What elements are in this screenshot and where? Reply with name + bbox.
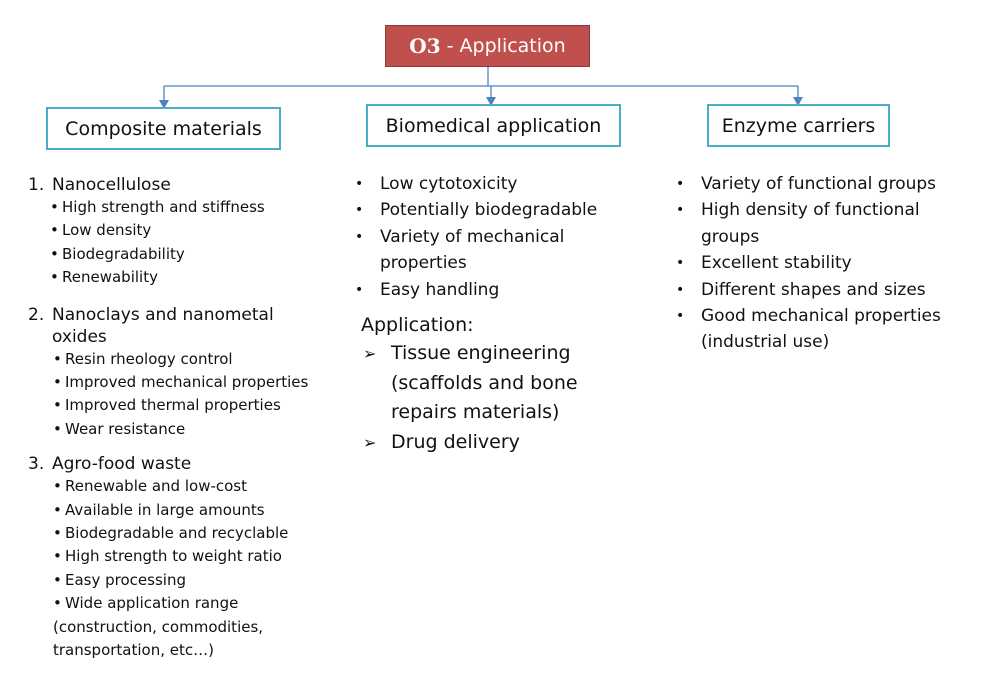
- group-agro-food-waste: [28, 453, 348, 662]
- list-item: • Low density: [49, 219, 348, 242]
- list-item: • Biodegradability: [49, 243, 348, 266]
- group-nanoclays: [28, 304, 348, 442]
- group-number: 1.: [28, 175, 45, 195]
- list-item: • Easy handling: [355, 277, 625, 303]
- list-item: • Renewability: [49, 266, 348, 289]
- group-heading: [28, 453, 348, 475]
- group-title: Nanoclays and nanometal oxides: [52, 304, 274, 347]
- list-item: • Low cytotoxicity: [355, 171, 625, 197]
- list-item: • Different shapes and sizes: [676, 277, 976, 303]
- list-item: • High strength and stiffness: [49, 196, 348, 219]
- application-item: ➢ Drug delivery: [361, 428, 616, 458]
- application-item: ➢ Tissue engineering (scaffolds and bone repairs materials): [361, 339, 616, 428]
- list-item: • Improved thermal properties: [52, 394, 348, 417]
- group-title: Nanocellulose: [52, 175, 171, 195]
- list-item: • Good mechanical properties (industrial use): [676, 303, 976, 356]
- list-item: • Available in large amounts: [52, 499, 348, 522]
- list-item: • Variety of mechanical properties: [355, 224, 625, 277]
- enzyme-title: Enzyme carriers: [721, 114, 876, 137]
- root-prefix: O3: [409, 34, 441, 58]
- node-biomedical-application: [366, 104, 621, 147]
- list-item: • Resin rheology control: [52, 348, 348, 371]
- root-label: - Application: [440, 35, 566, 57]
- list-item: • Improved mechanical properties: [52, 371, 348, 394]
- list-item: • Variety of functional groups: [676, 171, 976, 197]
- node-composite-materials: [46, 107, 281, 150]
- list-item: • Renewable and low-cost: [52, 475, 348, 498]
- list-item: • High strength to weight ratio: [52, 545, 348, 568]
- group-heading: [28, 174, 348, 196]
- group-number: 3.: [28, 454, 45, 475]
- group-title: Agro-food waste: [52, 454, 192, 475]
- application-heading: Application:: [361, 314, 474, 337]
- list-item: • Wear resistance: [52, 418, 348, 441]
- composite-title: Composite materials: [65, 117, 262, 140]
- biomedical-title: Biomedical application: [385, 114, 602, 137]
- root-node-o3-application: [385, 25, 590, 67]
- group-heading: [28, 304, 332, 348]
- list-item-continuation: (construction, commodities,: [53, 617, 264, 636]
- composite-list: [28, 174, 348, 663]
- node-enzyme-carriers: [707, 104, 890, 147]
- group-nanocellulose: [28, 174, 348, 290]
- enzyme-list: [676, 171, 976, 356]
- group-number: 2.: [28, 304, 45, 325]
- list-item-continuation: transportation, etc…): [53, 641, 214, 660]
- list-item: • Biodegradable and recyclable: [52, 522, 348, 545]
- list-item: • High density of functional groups: [676, 197, 951, 250]
- list-item: • Potentially biodegradable: [355, 197, 625, 223]
- biomedical-list: [355, 171, 625, 457]
- list-item: • Excellent stability: [676, 250, 976, 276]
- list-item: • Easy processing: [52, 569, 348, 592]
- list-item: • Wide application range: [52, 592, 348, 615]
